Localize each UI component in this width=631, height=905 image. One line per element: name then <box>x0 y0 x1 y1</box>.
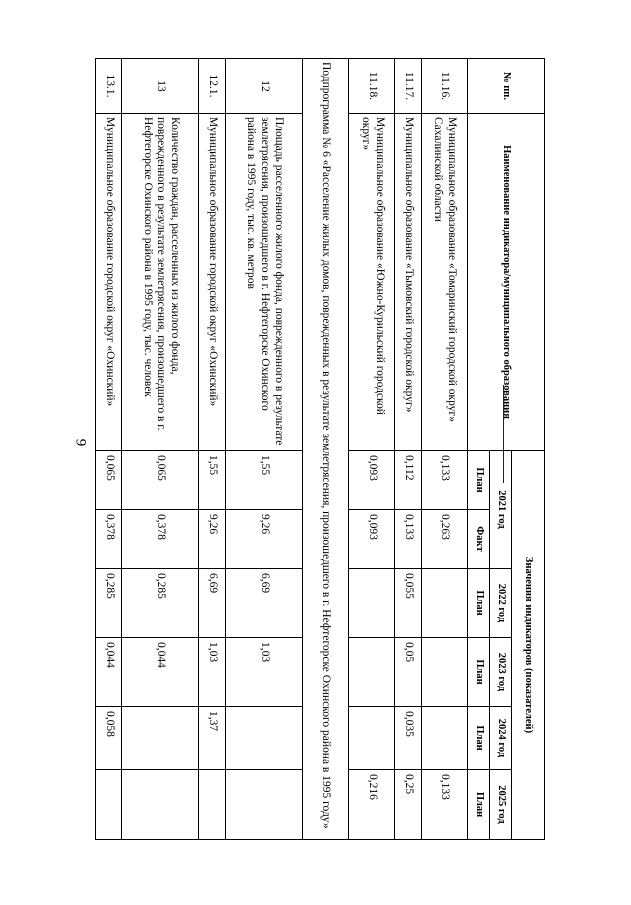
plan-2025 <box>122 770 199 840</box>
row-num: 12 <box>225 59 302 114</box>
header-plan-2021: План <box>468 451 490 510</box>
plan-2024: 0,035 <box>395 707 421 770</box>
plan-2022: 0,285 <box>96 569 122 638</box>
fact-2021: 0,133 <box>395 510 421 569</box>
plan-2022: 6,69 <box>199 569 225 638</box>
fact-2021: 0,093 <box>349 510 395 569</box>
plan-2021: 1,55 <box>199 451 225 510</box>
table-row <box>395 59 421 840</box>
row-name: Муниципальное образование городской округ «Охинский» <box>199 114 225 451</box>
row-num: 12.1. <box>199 59 225 114</box>
header-plan-2025: План <box>468 770 490 840</box>
page-number: 9 <box>72 438 89 447</box>
plan-2021: 0,065 <box>96 451 122 510</box>
plan-2023: 0,044 <box>122 638 199 707</box>
plan-2025 <box>199 770 225 840</box>
table-row <box>199 59 225 840</box>
fact-2021: 0,378 <box>96 510 122 569</box>
plan-2023: 0,05 <box>395 638 421 707</box>
plan-2022 <box>349 569 395 638</box>
row-name: Муниципальное образование городской округ «Охинский» <box>96 114 122 451</box>
header-year-2021: 2021 год <box>490 451 512 569</box>
plan-2024: 0,058 <box>96 707 122 770</box>
table-row <box>349 59 395 840</box>
plan-2021: 0,133 <box>421 451 467 510</box>
plan-2025 <box>225 770 302 840</box>
plan-2021: 0,112 <box>395 451 421 510</box>
subprogram-title: Подпрограмма № 6 «Расселение жилых домов, поврежденных в результате землетрясения, произошедшего в г. Нефтегорске Охинского района в 1995 году» <box>302 59 348 840</box>
fact-2021: 9,26 <box>199 510 225 569</box>
header-year-2023: 2023 год <box>490 638 512 707</box>
row-name: Количество граждан, расселенных из жилого фонда, поврежденного в результате землетрясения, произошедшего в г. Нефтегорске Охинского района в 1995 году, тыс. человек <box>122 114 199 451</box>
indicator-table-wrapper <box>95 58 545 839</box>
table-row <box>122 59 199 840</box>
plan-2022: 6,69 <box>225 569 302 638</box>
row-num: 11.16. <box>421 59 467 114</box>
row-num: 13 <box>122 59 199 114</box>
plan-2023: 1,03 <box>199 638 225 707</box>
plan-2025 <box>96 770 122 840</box>
row-num: 13.1. <box>96 59 122 114</box>
fact-2021: 0,378 <box>122 510 199 569</box>
header-year-2024: 2024 год <box>490 707 512 770</box>
plan-2021: 1,55 <box>225 451 302 510</box>
table-row <box>96 59 122 840</box>
plan-2022: 0,055 <box>395 569 421 638</box>
plan-2021: 0,065 <box>122 451 199 510</box>
header-plan-2024: План <box>468 707 490 770</box>
header-num: № пп. <box>468 59 545 114</box>
header-values: Значения индикаторов (показателей) <box>512 451 545 840</box>
header-plan-2022: План <box>468 569 490 638</box>
plan-2022: 0,285 <box>122 569 199 638</box>
header-year-2025: 2025 год <box>490 770 512 840</box>
row-name: Площадь расселенного жилого фонда, поврежденного в результате землетрясения, произошедшего в г. Нефтегорске Охинского района в 1995 году, тыс. кв. метров <box>225 114 302 451</box>
row-name: Муниципальное образование «Тымовский городской округ» <box>395 114 421 451</box>
header-name: Наименование индикатора/муниципального образования <box>468 114 545 451</box>
header-row-1 <box>512 59 545 840</box>
plan-2023 <box>349 638 395 707</box>
plan-2023: 0,044 <box>96 638 122 707</box>
plan-2024 <box>122 707 199 770</box>
plan-2023 <box>421 638 467 707</box>
plan-2021: 0,093 <box>349 451 395 510</box>
plan-2025: 0,216 <box>349 770 395 840</box>
header-fact-2021: Факт <box>468 510 490 569</box>
row-num: 11.17. <box>395 59 421 114</box>
plan-2024 <box>349 707 395 770</box>
header-year-2022: 2022 год <box>490 569 512 638</box>
table-row <box>421 59 467 840</box>
row-num: 11.18. <box>349 59 395 114</box>
plan-2023: 1,03 <box>225 638 302 707</box>
subprogram-row <box>302 59 348 840</box>
indicator-table <box>95 58 545 840</box>
table-row <box>225 59 302 840</box>
fact-2021: 0,263 <box>421 510 467 569</box>
row-name: Муниципальное образование «Томаринский городской округ» Сахалинской области <box>421 114 467 451</box>
plan-2024: 1,37 <box>199 707 225 770</box>
plan-2025: 0,25 <box>395 770 421 840</box>
plan-2024 <box>421 707 467 770</box>
plan-2022 <box>421 569 467 638</box>
plan-2025: 0,133 <box>421 770 467 840</box>
row-name: Муниципальное образование «Южно-Курильский городской округ» <box>349 114 395 451</box>
header-plan-2023: План <box>468 638 490 707</box>
plan-2024 <box>225 707 302 770</box>
fact-2021: 9,26 <box>225 510 302 569</box>
indicator-table-rotated <box>95 58 545 839</box>
